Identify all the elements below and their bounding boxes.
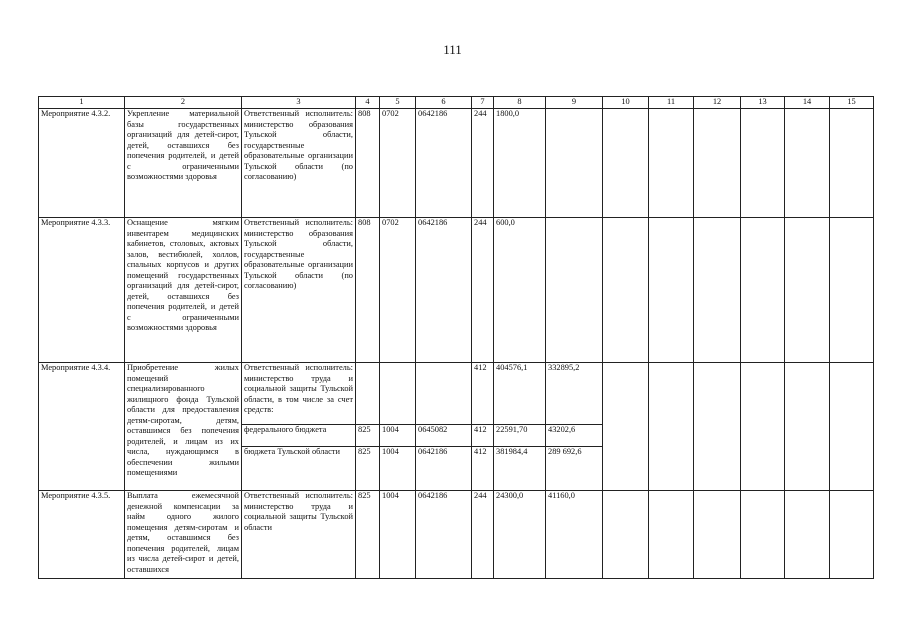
header-cell: 12 (694, 97, 741, 109)
table-row (39, 491, 874, 579)
event-cell: Мероприятие 4.3.2. (39, 109, 125, 218)
event-cell: Мероприятие 4.3.3. (39, 218, 125, 363)
code-cell: 412 (472, 363, 494, 425)
code-cell: 825 (356, 425, 380, 447)
code-cell (416, 363, 472, 425)
amount-cell: 22591,70 (494, 425, 546, 447)
header-cell: 13 (741, 97, 785, 109)
empty-cell (785, 109, 830, 218)
header-cell: 1 (39, 97, 125, 109)
amount-cell: 41160,0 (546, 491, 603, 579)
budget-table (38, 96, 874, 579)
empty-cell (830, 218, 874, 363)
code-cell: 0702 (380, 109, 416, 218)
code-cell: 825 (356, 447, 380, 491)
amount-cell: 332895,2 (546, 363, 603, 425)
event-cell: Мероприятие 4.3.4. (39, 363, 125, 491)
header-cell: 10 (603, 97, 649, 109)
empty-cell (694, 491, 741, 579)
empty-cell (785, 363, 830, 491)
empty-cell (603, 109, 649, 218)
empty-cell (649, 218, 694, 363)
code-cell: 808 (356, 109, 380, 218)
header-cell: 14 (785, 97, 830, 109)
empty-cell (694, 109, 741, 218)
amount-cell (546, 109, 603, 218)
empty-cell (649, 363, 694, 491)
table-row (39, 363, 874, 425)
executor-cell: Ответственный исполнитель: министерство труда и социальной защиты Тульской области (242, 491, 356, 579)
empty-cell (603, 218, 649, 363)
amount-cell: 600,0 (494, 218, 546, 363)
header-cell: 15 (830, 97, 874, 109)
code-cell: 1004 (380, 425, 416, 447)
description-cell: Оснащение мягким инвентарем медицинских кабинетов, столовых, актовых залов, вестибюлей, холлов, спальных корпусов и других помещений государственных организаций для детей-сирот, детей, оставшихся без попечения родителей, и детей с ограниченными возможностями здоровья (125, 218, 242, 363)
code-cell: 244 (472, 218, 494, 363)
code-cell: 0642186 (416, 491, 472, 579)
header-cell: 2 (125, 97, 242, 109)
code-cell: 0645082 (416, 425, 472, 447)
empty-cell (603, 491, 649, 579)
empty-cell (830, 491, 874, 579)
executor-cell: бюджета Тульской области (242, 447, 356, 491)
event-cell: Мероприятие 4.3.5. (39, 491, 125, 579)
header-cell: 3 (242, 97, 356, 109)
header-cell: 7 (472, 97, 494, 109)
header-cell: 4 (356, 97, 380, 109)
header-cell: 11 (649, 97, 694, 109)
code-cell: 244 (472, 491, 494, 579)
code-cell: 412 (472, 425, 494, 447)
header-cell: 8 (494, 97, 546, 109)
description-cell: Приобретение жилых помещений специализированного жилищного фонда Тульской области для предоставления детям-сиротам, детям, оставшимся без попечения родителей, и лицам из их числа, нуждающимся в обеспечении жилыми помещениями (125, 363, 242, 491)
code-cell: 825 (356, 491, 380, 579)
executor-cell: Ответственный исполнитель: министерство труда и социальной защиты Тульской области, в том числе за счет средств: (242, 363, 356, 425)
empty-cell (785, 218, 830, 363)
amount-cell: 289 692,6 (546, 447, 603, 491)
header-cell: 5 (380, 97, 416, 109)
empty-cell (830, 363, 874, 491)
description-cell: Выплата ежемесячной денежной компенсации за найм одного жилого помещения детям-сиротам и детям, оставшимся без попечения родителей, лицам из числа детей-сирот и детей, оставшихся (125, 491, 242, 579)
empty-cell (830, 109, 874, 218)
amount-cell: 1800,0 (494, 109, 546, 218)
executor-cell: Ответственный исполнитель: министерство образования Тульской области, государственные образовательные организации Тульской области (по согласованию) (242, 109, 356, 218)
code-cell (356, 363, 380, 425)
empty-cell (694, 218, 741, 363)
header-cell: 6 (416, 97, 472, 109)
code-cell: 1004 (380, 447, 416, 491)
code-cell: 0642186 (416, 218, 472, 363)
empty-cell (741, 363, 785, 491)
empty-cell (785, 491, 830, 579)
code-cell: 808 (356, 218, 380, 363)
empty-cell (741, 218, 785, 363)
code-cell: 244 (472, 109, 494, 218)
empty-cell (741, 109, 785, 218)
table-row (39, 218, 874, 363)
executor-cell: Ответственный исполнитель: министерство образования Тульской области, государственные образовательные организации Тульской области (по согласованию) (242, 218, 356, 363)
code-cell: 412 (472, 447, 494, 491)
executor-cell: федерального бюджета (242, 425, 356, 447)
code-cell (380, 363, 416, 425)
amount-cell: 381984,4 (494, 447, 546, 491)
table-row (39, 109, 874, 218)
amount-cell: 43202,6 (546, 425, 603, 447)
code-cell: 0702 (380, 218, 416, 363)
code-cell: 1004 (380, 491, 416, 579)
description-cell: Укрепление материальной базы государственных организаций для детей-сирот, детей, оставшихся без попечения родителей, и детей с ограниченными возможностями здоровья (125, 109, 242, 218)
amount-cell: 404576,1 (494, 363, 546, 425)
amount-cell (546, 218, 603, 363)
header-cell: 9 (546, 97, 603, 109)
amount-cell: 24300,0 (494, 491, 546, 579)
empty-cell (694, 363, 741, 491)
page-number: 111 (443, 42, 462, 57)
empty-cell (741, 491, 785, 579)
header-row (39, 97, 874, 109)
code-cell: 0642186 (416, 109, 472, 218)
empty-cell (603, 363, 649, 491)
empty-cell (649, 109, 694, 218)
empty-cell (649, 491, 694, 579)
code-cell: 0642186 (416, 447, 472, 491)
